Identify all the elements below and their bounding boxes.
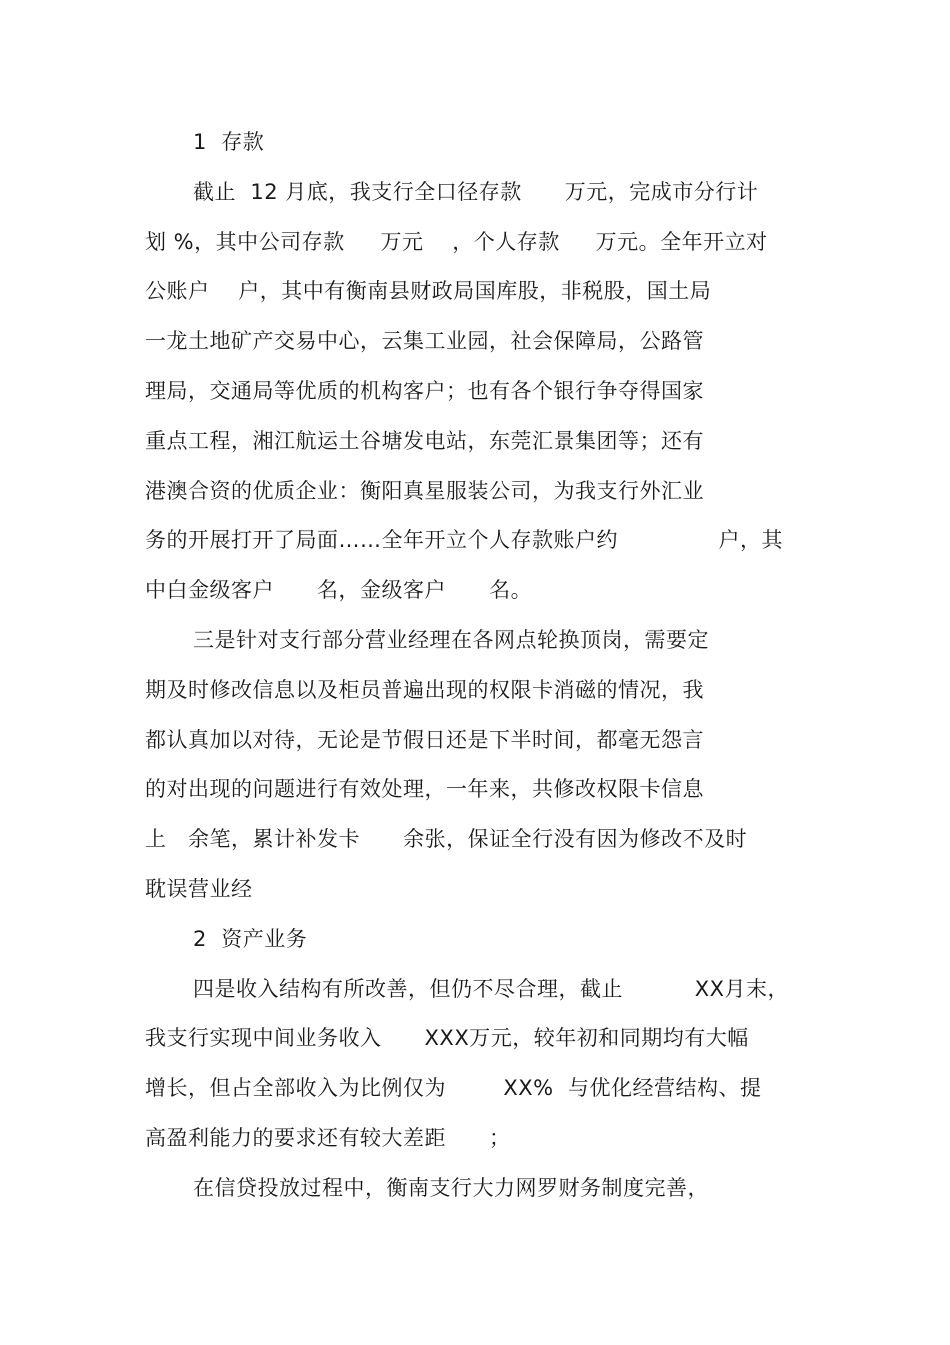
section-heading-deposits: 1 存款	[193, 130, 265, 154]
paragraph-line: 在信贷投放过程中，衡南支行大力网罗财务制度完善，	[193, 1176, 709, 1200]
paragraph-line: 三是针对支行部分营业经理在各网点轮换顶岗，需要定	[193, 628, 709, 652]
paragraph-line: 四是收入结构有所改善，但仍不尽合理，截止 XX月末，	[193, 977, 790, 1001]
paragraph-line: 耽误营业经	[145, 877, 253, 901]
paragraph-line: 中白金级客户 名，金级客户 名。	[145, 578, 533, 602]
paragraph-line: 上 余笔，累计补发卡 余张，保证全行没有因为修改不及时	[145, 827, 748, 851]
paragraph-line: 公账户 户，其中有衡南县财政局国库股，非税股，国土局	[145, 279, 712, 303]
paragraph-line: 重点工程，湘江航运土谷塘发电站，东莞汇景集团等；还有	[145, 429, 704, 453]
paragraph-line: 高盈利能力的要求还有较大差距 ；	[145, 1126, 511, 1150]
paragraph-line: 的对出现的问题进行有效处理，一年来，共修改权限卡信息	[145, 777, 704, 801]
paragraph-line: 我支行实现中间业务收入 XXX万元，较年初和同期均有大幅	[145, 1026, 749, 1050]
paragraph-line: 港澳合资的优质企业：衡阳真星服装公司，为我支行外汇业	[145, 479, 704, 503]
paragraph-line: 一龙土地矿产交易中心，云集工业园，社会保障局，公路管	[145, 329, 704, 353]
paragraph-line: 都认真加以对待，无论是节假日还是下半时间，都毫无怨言	[145, 728, 704, 752]
paragraph-line: 理局，交通局等优质的机构客户；也有各个银行争夺得国家	[145, 379, 704, 403]
paragraph-line: 划 %，其中公司存款 万元 ，个人存款 万元。全年开立对	[145, 230, 768, 254]
paragraph-line: 务的开展打开了局面……全年开立个人存款账户约 户，其	[145, 528, 783, 552]
paragraph-line: 期及时修改信息以及柜员普遍出现的权限卡消磁的情况，我	[145, 678, 704, 702]
paragraph-line: 增长，但占全部收入为比例仅为 XX% 与优化经营结构、提	[145, 1076, 762, 1100]
paragraph-line: 截止 12 月底，我支行全口径存款 万元，完成市分行计	[193, 180, 759, 204]
section-heading-assets: 2 资产业务	[193, 927, 308, 951]
